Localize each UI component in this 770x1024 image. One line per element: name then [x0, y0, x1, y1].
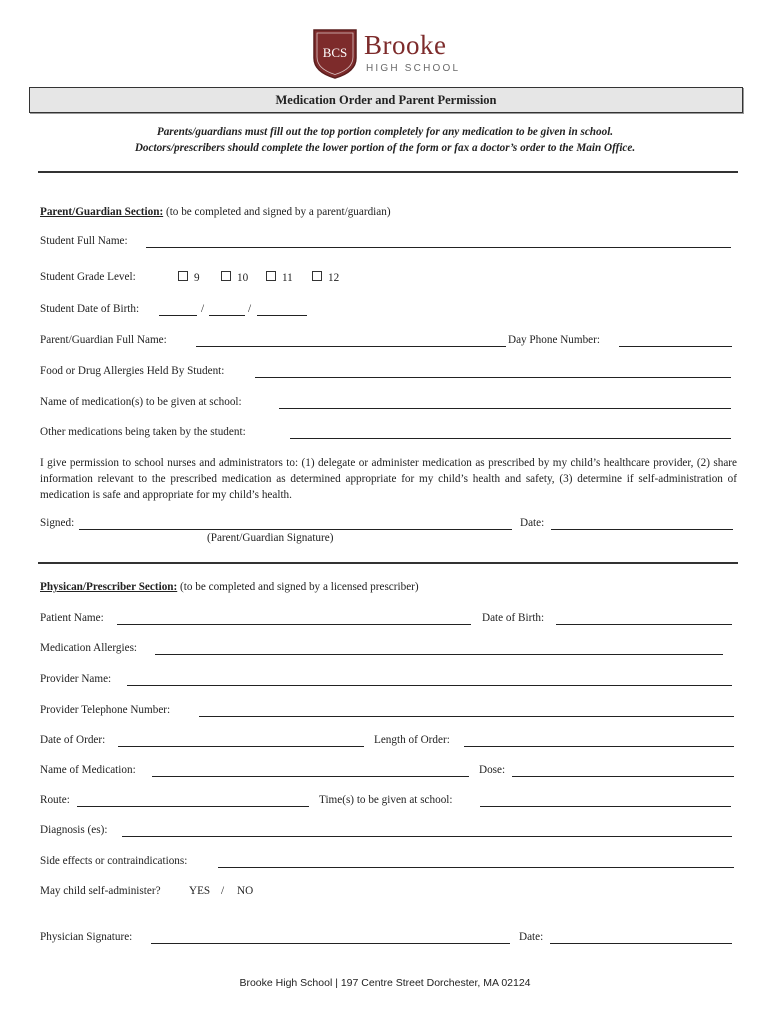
times-label: Time(s) to be given at school: [319, 794, 453, 806]
patient-dob-field[interactable] [556, 613, 732, 625]
self-admin-yes[interactable]: YES [189, 885, 211, 897]
grade-11-checkbox[interactable] [266, 271, 276, 281]
patient-name-field[interactable] [117, 613, 471, 625]
provider-phone-label: Provider Telephone Number: [40, 704, 171, 716]
side-effects-field[interactable] [218, 856, 734, 868]
medication-name-field[interactable] [152, 765, 469, 777]
school-subtitle: HIGH SCHOOL [366, 63, 461, 74]
patient-name-label: Patient Name: [40, 612, 104, 624]
patient-dob-label: Date of Birth: [482, 612, 545, 624]
parent-section-heading: Parent/Guardian Section: [40, 206, 164, 218]
parent-name-field[interactable] [196, 335, 506, 347]
other-meds-label: Other medications being taken by the student: [40, 426, 246, 438]
medication-label: Name of medication(s) to be given at school: [40, 396, 242, 408]
signed-label: Signed: [40, 517, 75, 529]
parent-date-field[interactable] [551, 518, 733, 530]
student-name-field[interactable] [146, 236, 731, 248]
dob-separator-2: / [248, 303, 252, 315]
route-field[interactable] [77, 795, 309, 807]
physician-section-header [40, 581, 419, 593]
grade-10-option[interactable]: 10 [221, 271, 248, 284]
parent-date-label: Date: [520, 517, 545, 529]
parent-name-label: Parent/Guardian Full Name: [40, 334, 167, 346]
other-meds-field[interactable] [290, 427, 731, 439]
provider-name-field[interactable] [127, 674, 732, 686]
grade-label: Student Grade Level: [40, 271, 136, 283]
allergies-label: Food or Drug Allergies Held By Student: [40, 365, 225, 377]
physician-section-heading: Physican/Prescriber Section: [40, 581, 178, 593]
dose-label: Dose: [479, 764, 506, 776]
physician-section-note: (to be completed and signed by a licensed prescriber) [177, 581, 419, 593]
route-label: Route: [40, 794, 70, 806]
form-title-box [29, 87, 743, 113]
day-phone-field[interactable] [619, 335, 732, 347]
physician-date-field[interactable] [550, 932, 732, 944]
length-of-order-field[interactable] [464, 735, 734, 747]
physician-signature-label: Physician Signature: [40, 931, 133, 943]
parent-section-header [40, 206, 391, 218]
times-field[interactable] [480, 795, 731, 807]
self-admin-label: May child self-administer? [40, 885, 161, 897]
logo-monogram: BCS [322, 45, 348, 60]
provider-phone-field[interactable] [199, 705, 734, 717]
self-admin-no[interactable]: NO [237, 885, 254, 897]
dose-field[interactable] [512, 765, 734, 777]
school-logo-shield [312, 28, 358, 80]
dob-separator-1: / [201, 303, 205, 315]
med-allergies-field[interactable] [155, 643, 723, 655]
grade-9-option[interactable]: 9 [178, 271, 200, 284]
school-name: Brooke [364, 30, 447, 60]
physician-signature-field[interactable] [151, 932, 510, 944]
permission-statement: I give permission to school nurses and administrators to: (1) delegate or administer medication as prescribed by my child’s healthcare provider, (2) share information relevant to the prescribed medication as determined appropriate for my child’s health and safety, (3) determine if self-administration of medication is safe and appropriate for my child’s health. [40, 457, 737, 501]
dob-day-field[interactable] [209, 304, 245, 316]
section-divider [38, 171, 738, 173]
physician-date-label: Date: [519, 931, 544, 943]
grade-12-option[interactable]: 12 [312, 271, 339, 284]
side-effects-label: Side effects or contraindications: [40, 855, 188, 867]
self-admin-slash: / [221, 885, 225, 897]
intro-line-1: Parents/guardians must fill out the top portion completely for any medication to be given in school. [156, 126, 614, 138]
length-of-order-label: Length of Order: [374, 734, 450, 746]
med-allergies-label: Medication Allergies: [40, 642, 138, 654]
grade-9-checkbox[interactable] [178, 271, 188, 281]
parent-signature-field[interactable] [79, 518, 512, 530]
grade-12-checkbox[interactable] [312, 271, 322, 281]
footer-address: Brooke High School | 197 Centre Street Dorchester, MA 02124 [239, 977, 531, 989]
signature-caption: (Parent/Guardian Signature) [207, 532, 334, 544]
medication-name-label: Name of Medication: [40, 764, 136, 776]
grade-11-option[interactable]: 11 [266, 271, 293, 284]
form-title: Medication Order and Parent Permission [275, 93, 497, 107]
student-name-label: Student Full Name: [40, 235, 128, 247]
intro-line-2: Doctors/prescribers should complete the lower portion of the form or fax a doctor’s order to the Main Office. [134, 142, 636, 154]
provider-name-label: Provider Name: [40, 673, 112, 685]
grade-10-checkbox[interactable] [221, 271, 231, 281]
day-phone-label: Day Phone Number: [508, 334, 600, 346]
date-of-order-label: Date of Order: [40, 734, 106, 746]
dob-label: Student Date of Birth: [40, 303, 140, 315]
medication-field[interactable] [279, 397, 731, 409]
dob-year-field[interactable] [257, 304, 307, 316]
parent-section-note: (to be completed and signed by a parent/guardian) [163, 206, 391, 218]
diagnosis-field[interactable] [122, 825, 732, 837]
date-of-order-field[interactable] [118, 735, 364, 747]
allergies-field[interactable] [255, 366, 731, 378]
dob-month-field[interactable] [159, 304, 197, 316]
diagnosis-label: Diagnosis (es): [40, 824, 108, 836]
section-divider [38, 562, 738, 564]
